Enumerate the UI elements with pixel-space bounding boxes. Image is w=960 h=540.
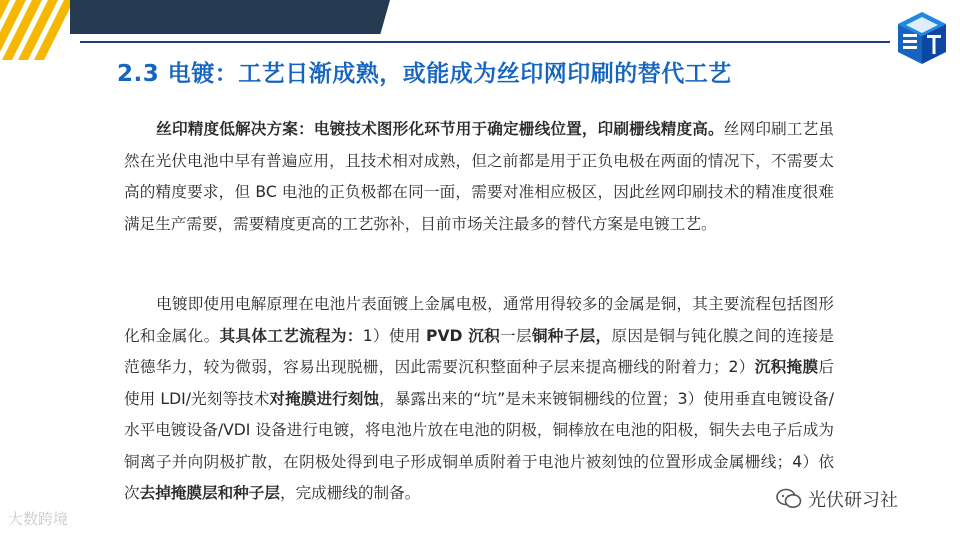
header-rule — [80, 41, 890, 43]
watermark-right-label: 光伏研习社 — [808, 490, 898, 511]
header-dark-band — [70, 0, 390, 34]
cube-logo-icon — [893, 9, 951, 67]
wechat-icon — [776, 488, 802, 510]
paragraph-2-bold-1: 其具体工艺流程为： — [219, 326, 363, 345]
paragraph-2-seg-7: ，完成栅线的制备。 — [279, 484, 421, 502]
watermark-left: 大数跨境 — [8, 510, 69, 528]
paragraph-2-bold-4: 沉积掩膜 — [754, 358, 819, 376]
paragraph-2-seg-4: 原因是铜与钝化膜之间的连接是范德华力，较为微弱，容易出现脱栅，因此需要沉积整面种子层来提高栅线的附着力；2） — [124, 326, 834, 376]
paragraph-2 — [124, 289, 834, 510]
watermark-right — [770, 484, 904, 514]
paragraph-2-seg-6: ，暴露出来的“坑”是未来镀铜栅线的位置；3）使用垂直电镀设备/水平电镀设备/VDI 设备进行电镀，将电池片放在电池的阴极，铜棒放在电池的阳极，铜失去电子后成为铜离子并向阴极扩散，在阴极处得到电子形成铜单质附着于电池片被刻蚀的位置形成金属栅线；4）依次 — [124, 389, 834, 502]
paragraph-2-bold-5: 对掩膜进行刻蚀 — [269, 389, 380, 408]
paragraph-2-seg-2: 1）使用 — [362, 326, 427, 345]
paragraph-2-seg-1: 电镀即使用电解原理在电池片表面镀上金属电极，通常用得较多的金属是铜，其主要流程包括图形化和金属化。 — [124, 295, 834, 345]
paragraph-1-text: 丝网印刷工艺虽然在光伏电池中早有普遍应用，且技术相对成熟，但之前都是用于正负电极在两面的情况下，不需要太高的精度要求，但 BC 电池的正负极都在同一面，需要对准相应极区，因此丝网印刷技术的精准度很难满足生产需要，需要精度更高的工艺弥补，目前市场关注最多的替代方案是电镀工艺。 — [124, 120, 834, 233]
page-title: 2.3 电镀：工艺日渐成熟，或能成为丝印网印刷的替代工艺 — [117, 61, 732, 87]
paragraph-2-bold-3: 铜种子层， — [531, 326, 612, 345]
paragraph-1-bold-lead: 丝印精度低解决方案：电镀技术图形化环节用于确定栅线位置，印刷栅线精度高。 — [156, 120, 724, 138]
paragraph-2-seg-3: 一层 — [500, 326, 532, 345]
paragraph-1 — [124, 114, 834, 240]
paragraph-2-seg-5: 后使用 LDI/光刻等技术 — [124, 358, 834, 408]
paragraph-2-bold-2: PVD 沉积 — [426, 326, 501, 345]
header-bar — [0, 0, 960, 60]
paragraph-2-bold-6: 去掉掩膜层和种子层 — [139, 484, 280, 502]
